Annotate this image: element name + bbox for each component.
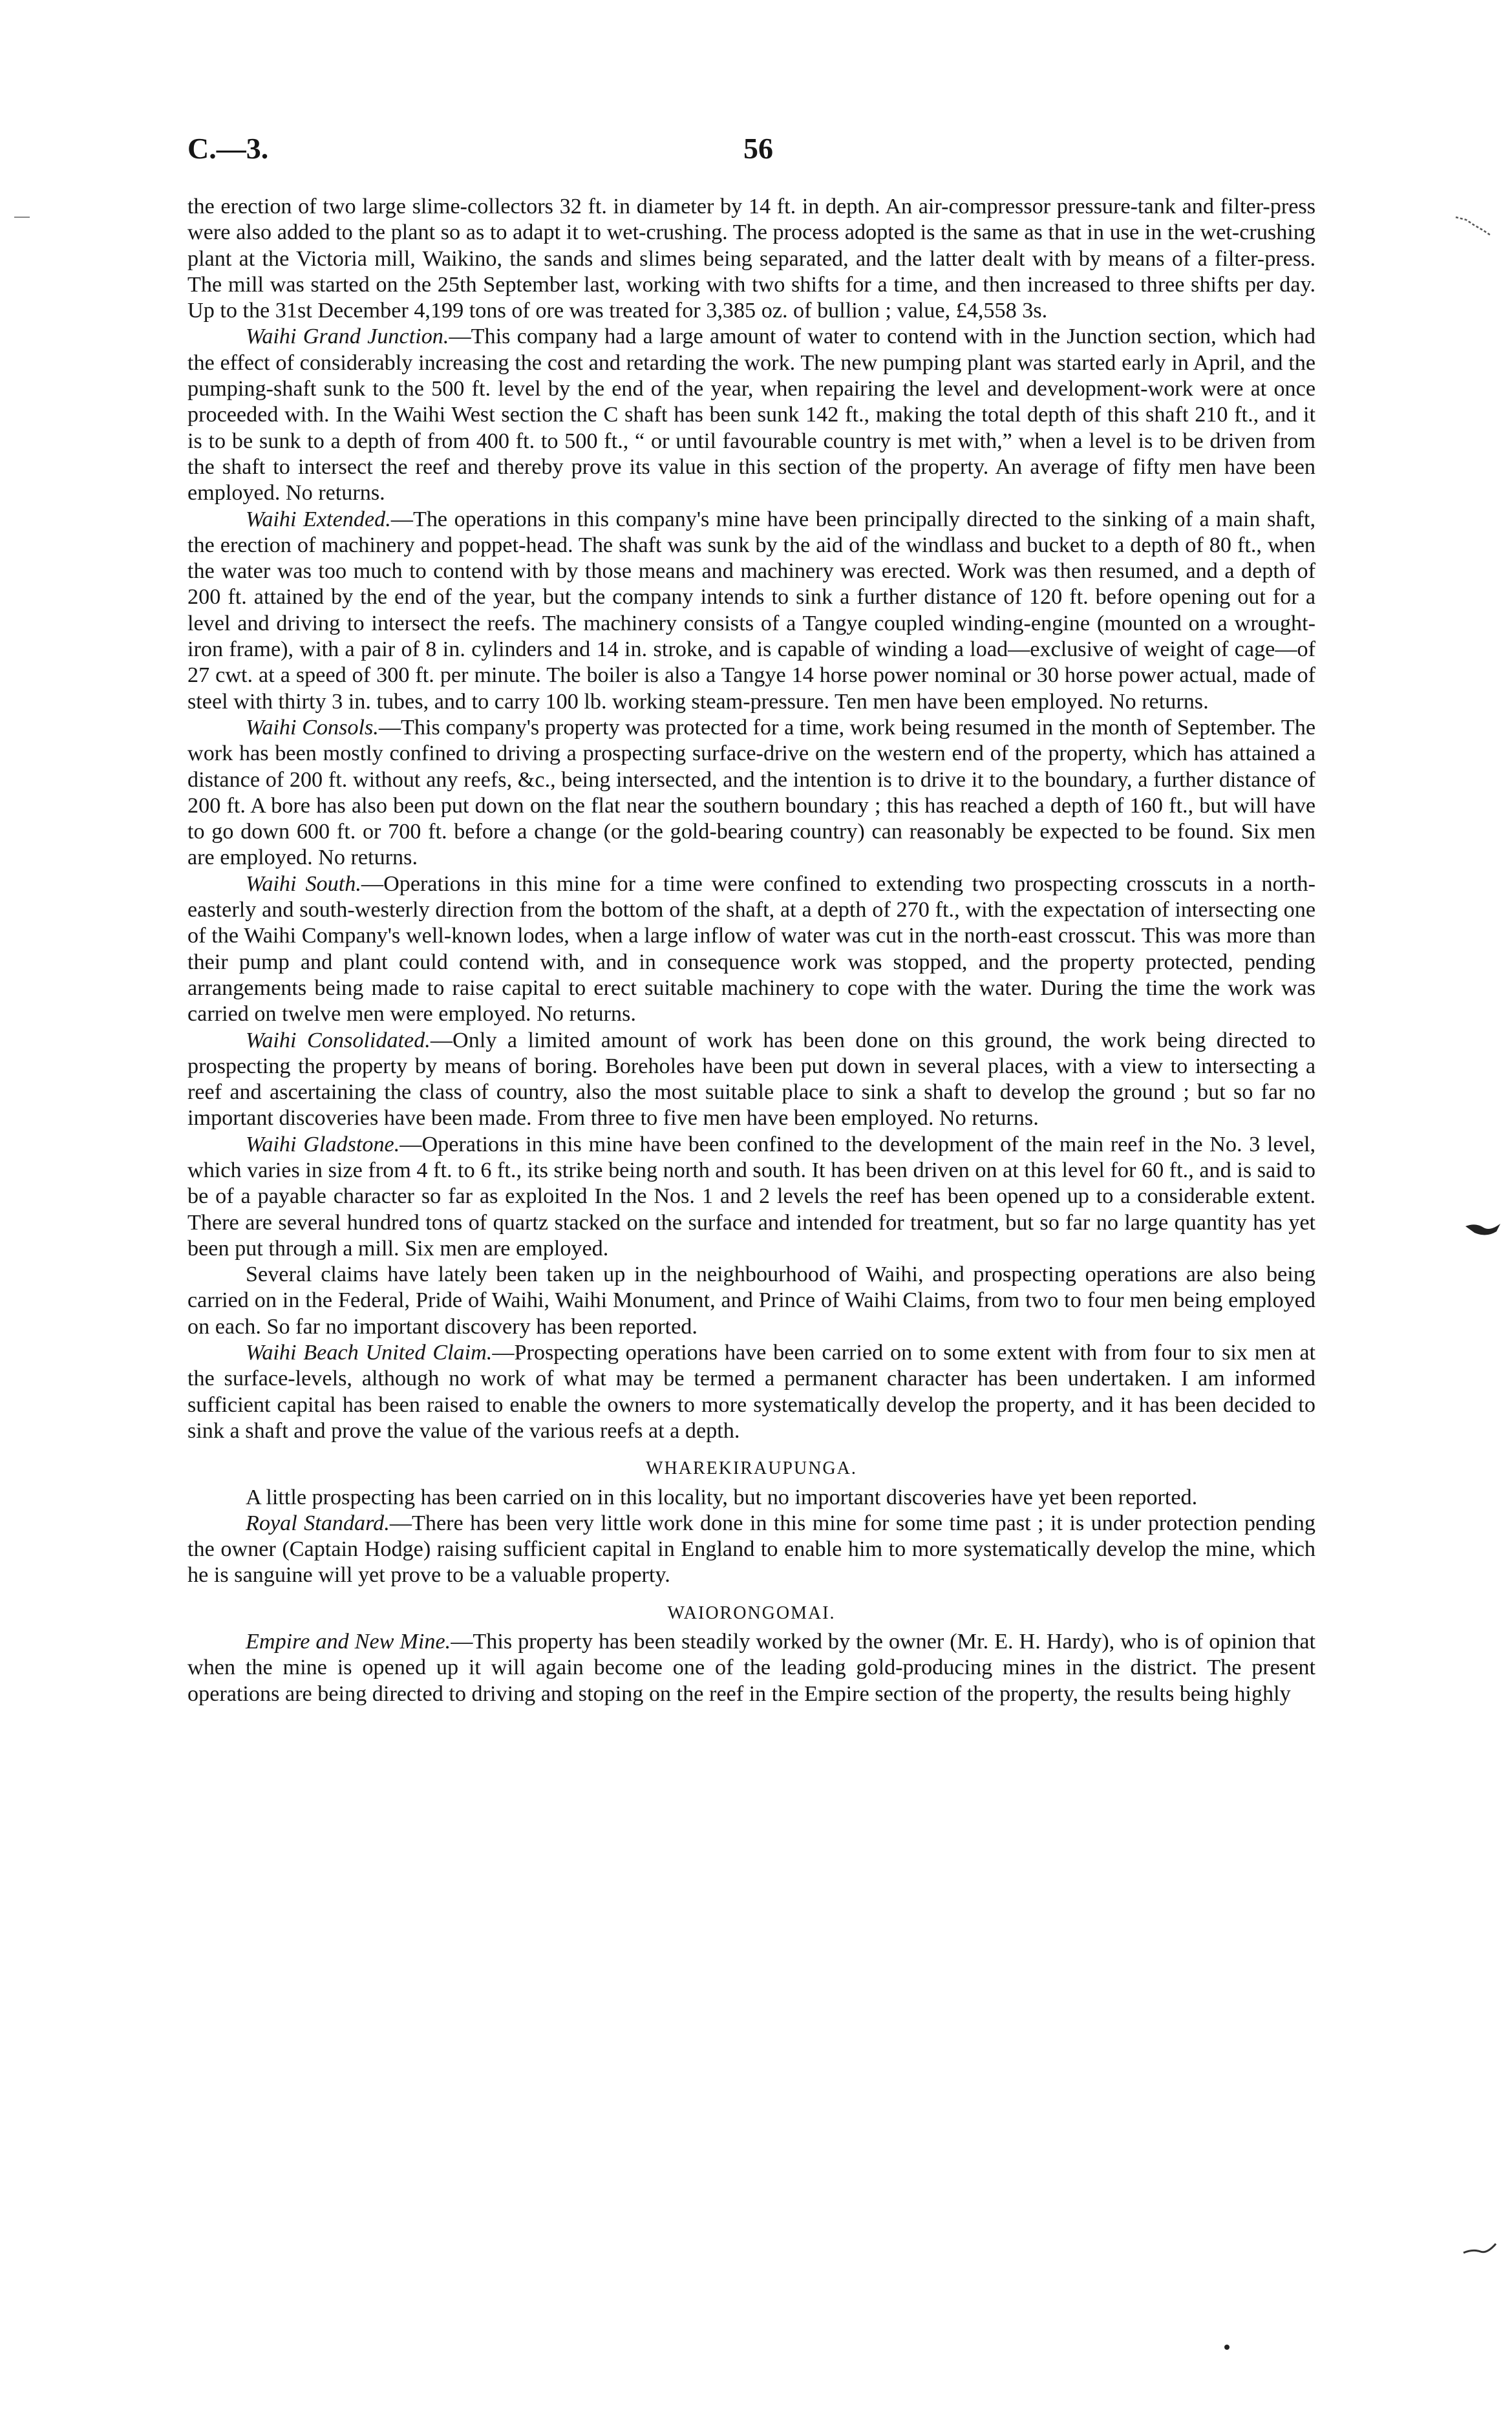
paragraph (187, 1511, 1315, 1589)
paragraph-title: Waihi Gladstone. (246, 1132, 400, 1156)
margin-mark-lower-right (1462, 2240, 1498, 2259)
paragraph-title: Royal Standard. (246, 1511, 390, 1535)
paragraph-text: Several claims have lately been taken up in the neighbourhood of Waihi, and prospecting operations are also being carried on in the Federal, Pride of Waihi, Waihi Monument, and Prince of Waihi Claims, from two to four men being employed on each. So far no important discovery has been reported. (187, 1262, 1315, 1339)
paragraph-text: —Prospecting operations have been carried on to some extent with from four to six men at the surface-levels, although no work of what may be termed a permanent character has been undertaken. I am informed sufficient capital has been raised to enable the owners to more systematically develop the property, and it has been decided to sink a shaft and prove the value of the various reefs at a depth. (187, 1341, 1315, 1443)
paragraph (187, 1028, 1315, 1132)
margin-mark-middle-right (1464, 1219, 1503, 1239)
paragraph (187, 1262, 1315, 1340)
document-reference: C.—3. (187, 132, 269, 165)
paragraph-text: —Operations in this mine have been confined to the development of the main reef in the No. 3 level, which varies in size from 4 ft. to 6 ft., its strike being north and south. It has been driven on at this level for 60 ft., and is said to be of a payable character so far as exploited In the Nos. 1 and 2 levels the reef has been opened up to a considerable extent. There are several hundred tons of quartz stacked on the surface and intended for treatment, but so far no large quantity has yet been put through a mill. Six men are employed. (187, 1132, 1315, 1261)
paragraph-text: —This property has been steadily worked by the owner (Mr. E. H. Hardy), who is of opinion that when the mine is opened up it will again become one of the leading gold-producing mines in the district. The present operations are being directed to driving and stoping on the reef in the Empire section of the property, the results being highly (187, 1630, 1315, 1706)
paragraph-title: Waihi South. (246, 871, 361, 896)
paragraph-title: Empire and New Mine. (246, 1630, 451, 1654)
paragraph (187, 1629, 1315, 1707)
page-header (187, 131, 1319, 170)
margin-mark-top-right (1454, 213, 1493, 239)
paragraph (187, 1340, 1315, 1444)
ink-dot (1223, 2343, 1231, 2351)
paragraph (187, 715, 1315, 871)
paragraph-text: —There has been very little work done in this mine for some time past ; it is under protection pending the owner (Captain Hodge) raising sufficient capital in England to enable him to more systematically develop the mine, which he is sanguine will yet prove to be a valuable property. (187, 1511, 1315, 1588)
paragraph (187, 324, 1315, 506)
paragraph-title: Waihi Beach United Claim. (246, 1341, 493, 1365)
paragraph-text: A little prospecting has been carried on in this locality, but no important discoveries have yet been reported. (246, 1485, 1198, 1509)
margin-tick-left (13, 213, 32, 221)
paragraph-text: —The operations in this company's mine have been principally directed to the sinking of a main shaft, the erection of machinery and poppet-head. The shaft was sunk by the aid of the windlass and bucket to a depth of 80 ft., when the water was too much to contend with by those means and machinery was erected. Work was then resumed, and a depth of 200 ft. attained by the end of the year, but the company intends to sink a further distance of 120 ft. before opening out for a level and driving to intersect the reefs. The machinery consists of a Tangye coupled winding-engine (mounted on a wrought-iron frame), with a pair of 8 in. cylinders and 14 in. stroke, and is capable of winding a load—exclusive of weight of cage—of 27 cwt. at a speed of 300 ft. per minute. The boiler is also a Tangye 14 horse power nominal or 30 horse power actual, made of steel with thirty 3 in. tubes, and to carry 100 lb. working steam-pressure. Ten men have been employed. No returns. (187, 507, 1315, 714)
paragraph (187, 507, 1315, 715)
paragraph (187, 1132, 1315, 1262)
page-number: 56 (743, 132, 773, 165)
paragraph-title: Waihi Grand Junction. (246, 325, 449, 349)
paragraph (187, 871, 1315, 1028)
paragraph-text: —This company had a large amount of water to contend with in the Junction section, which had the effect of considerably increasing the cost and retarding the work. The new pumping plant was started early in April, and the pumping-shaft sunk to the 500 ft. level by the end of the year, when repairing the level and development-work were at once proceeded with. In the Waihi West section the C shaft has been sunk 142 ft., making the total depth of this shaft 210 ft., and it is to be sunk to a depth of from 400 ft. to 500 ft., “ or until favourable country is met with,” when a level is to be driven from the shaft to intersect the reef and thereby prove its value in this section of the property. An average of fifty men have been employed. No returns. (187, 325, 1315, 506)
paragraph-title: Waihi Consols. (246, 715, 379, 740)
section-heading: WAIORONGOMAI. (667, 1603, 836, 1623)
paragraph-text: —This company's property was protected for a time, work being resumed in the month of September. The work has been mostly confined to driving a prospecting surface-drive on the western end of the property, which has attained a distance of 200 ft. without any reefs, &c., being intersected, and the intention is to drive it to the boundary, a further distance of 200 ft. A bore has also been put down on the flat near the southern boundary ; this has reached a depth of 160 ft., but will have to go down 600 ft. or 700 ft. before a change (or the gold-bearing country) can reasonably be expected to be found. Six men are employed. No returns. (187, 715, 1315, 870)
paragraph-text: the erection of two large slime-collectors 32 ft. in diameter by 14 ft. in depth. An air-compressor pressure-tank and filter-press were also added to the plant so as to adapt it to wet-crushing. The process adopted is the same as that in use in the wet-crushing plant at the Victoria mill, Waikino, the sands and slimes being separated, and the latter dealt with by means of a filter-press. The mill was started on the 25th September last, working with two shifts for a time, and then increased to three shifts per day. Up to the 31st December 4,199 tons of ore was treated for 3,385 oz. of bullion ; value, £4,558 3s. (187, 195, 1315, 323)
paragraph-text: —Only a limited amount of work has been done on this ground, the work being directed to prospecting the property by means of boring. Boreholes have been put down in several places, with a view to intersecting a reef and ascertaining the class of country, also the most suitable place to sink a shaft to develop the ground ; but so far no important discoveries have been made. From three to five men have been employed. No returns. (187, 1028, 1315, 1131)
paragraph (187, 194, 1315, 324)
page-body (187, 194, 1315, 1707)
paragraph-title: Waihi Extended. (246, 507, 391, 531)
section-heading: WHAREKIRAUPUNGA. (646, 1458, 857, 1479)
paragraph-title: Waihi Consolidated. (246, 1028, 431, 1052)
paragraph (187, 1485, 1315, 1511)
paragraph-text: —Operations in this mine for a time were confined to extending two prospecting crosscuts in a north-easterly and south-westerly direction from the bottom of the shaft, at a depth of 270 ft., with the expectation of intersecting one of the Waihi Company's well-known lodes, when a large inflow of water was cut in the north-east crosscut. This was more than their pump and plant could contend with, and in consequence work was stopped, and the property protected, pending arrangements being made to raise capital to erect suitable machinery to cope with the water. During the time the work was carried on twelve men were employed. No returns. (187, 871, 1316, 1027)
